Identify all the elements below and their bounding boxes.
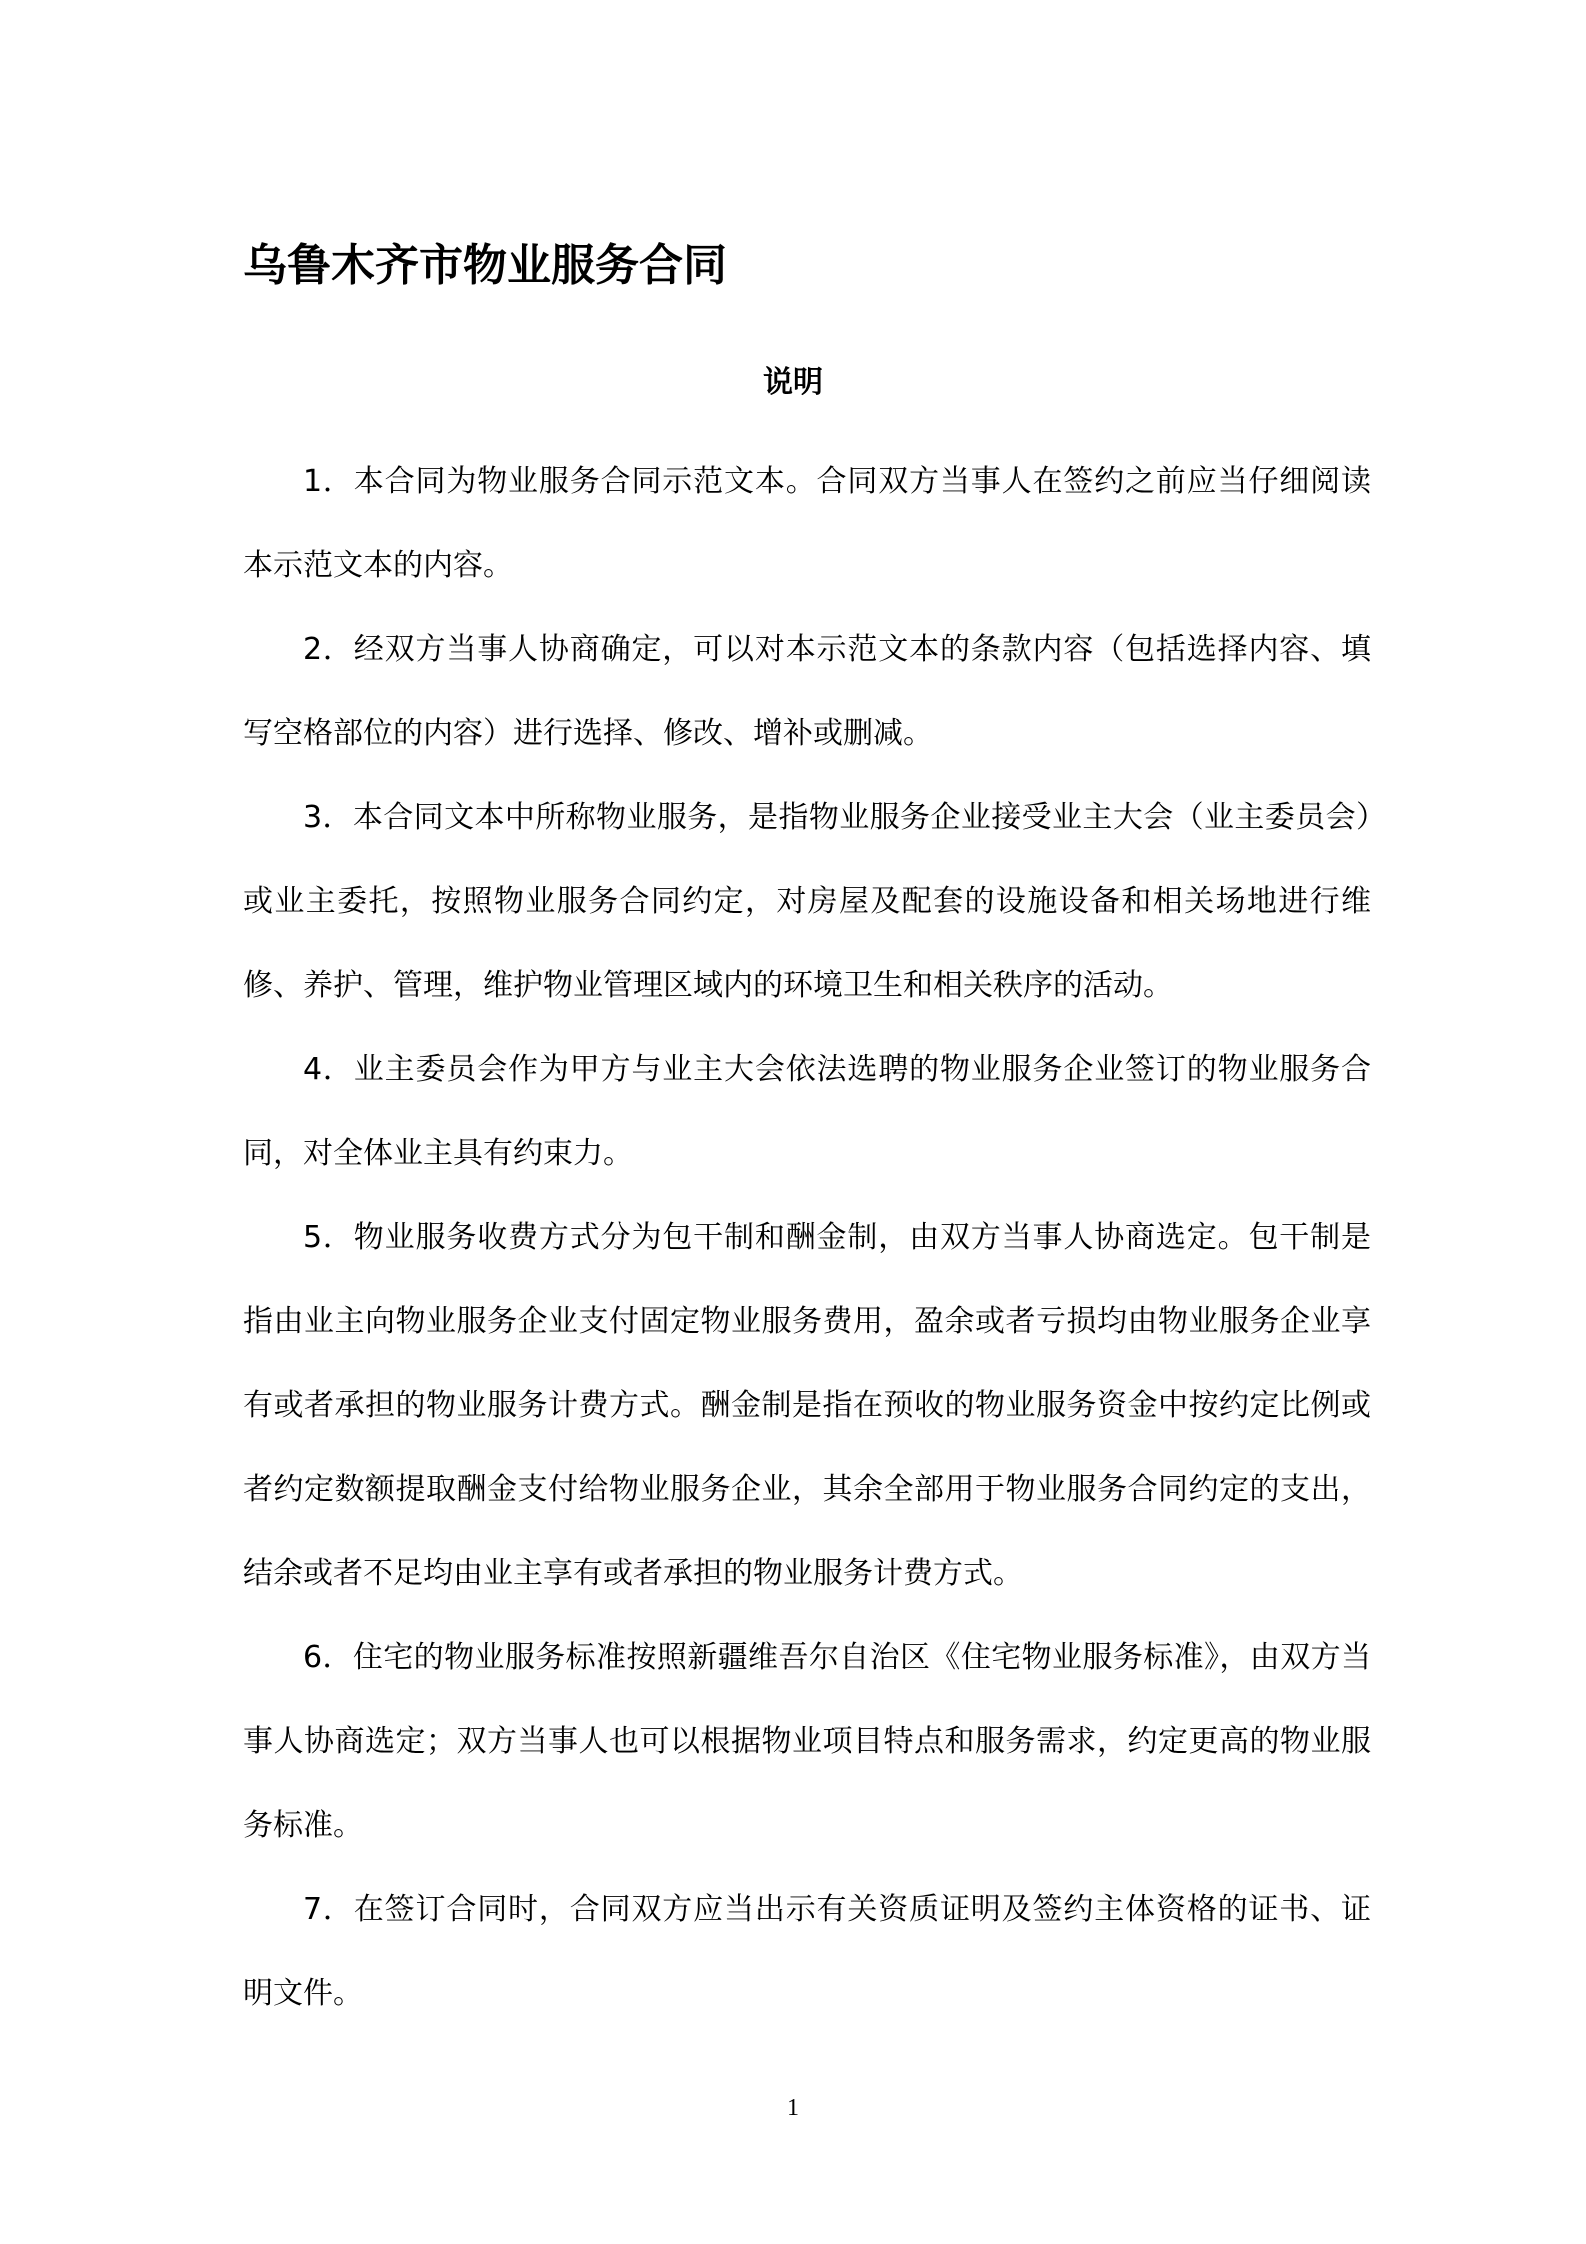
clause-2: 2．经双方当事人协商确定，可以对本示范文本的条款内容（包括选择内容、填写空格部位的内容）进行选择、修改、增补或删减。 bbox=[243, 632, 1371, 751]
section-heading: 说明 bbox=[763, 365, 823, 400]
clause-list bbox=[243, 440, 1371, 2036]
document-title: 乌鲁木齐市物业服务合同 bbox=[243, 240, 727, 291]
clause-4: 4．业主委员会作为甲方与业主大会依法选聘的物业服务企业签订的物业服务合同，对全体业主具有约束力。 bbox=[243, 1052, 1371, 1171]
clause-6: 6．住宅的物业服务标准按照新疆维吾尔自治区《住宅物业服务标准》，由双方当事人协商选定；双方当事人也可以根据物业项目特点和服务需求，约定更高的物业服务标准。 bbox=[243, 1640, 1371, 1843]
clause-7: 7．在签订合同时，合同双方应当出示有关资质证明及签约主体资格的证书、证明文件。 bbox=[243, 1892, 1371, 2011]
page-number: 1 bbox=[787, 2095, 799, 2121]
clause-5: 5．物业服务收费方式分为包干制和酬金制，由双方当事人协商选定。包干制是指由业主向物业服务企业支付固定物业服务费用，盈余或者亏损均由物业服务企业享有或者承担的物业服务计费方式。酬金制是指在预收的物业服务资金中按约定比例或者约定数额提取酬金支付给物业服务企业，其余全部用于物业服务合同约定的支出，结余或者不足均由业主享有或者承担的物业服务计费方式。 bbox=[243, 1220, 1371, 1591]
clause-1: 1．本合同为物业服务合同示范文本。合同双方当事人在签约之前应当仔细阅读本示范文本的内容。 bbox=[243, 464, 1371, 583]
clause-3: 3．本合同文本中所称物业服务，是指物业服务企业接受业主大会（业主委员会）或业主委托，按照物业服务合同约定，对房屋及配套的设施设备和相关场地进行维修、养护、管理，维护物业管理区域内的环境卫生和相关秩序的活动。 bbox=[243, 800, 1371, 1003]
